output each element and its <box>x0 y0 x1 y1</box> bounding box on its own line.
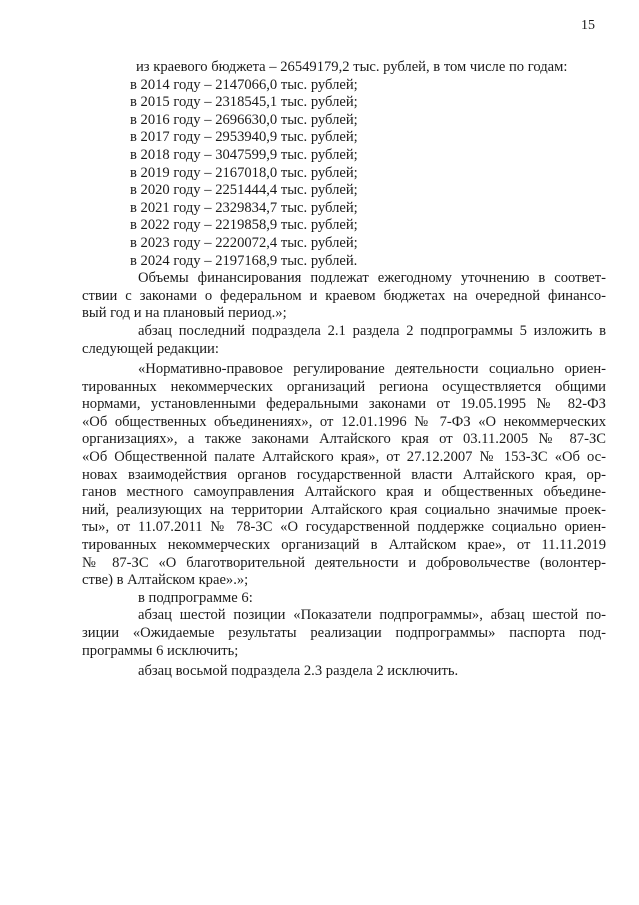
text-line: «Об Общественной палате Алтайского края», от 27.12.2007 № 153-ЗС «Об ос- <box>82 449 606 466</box>
text-line: абзац последний подраздела 2.1 раздела 2 подпрограммы 5 изложить в <box>138 322 606 339</box>
text-line: ганов местного самоуправления Алтайского края и общественных объедине- <box>82 484 606 501</box>
text-line: абзац шестой позиции «Показатели подпрограммы», абзац шестой по- <box>138 607 606 624</box>
text-line: новах взаимодействия органов государственной власти Алтайского края, ор- <box>82 466 606 483</box>
text-line: в 2017 году – 2953940,9 тыс. рублей; <box>130 129 358 146</box>
text-line: в 2015 году – 2318545,1 тыс. рублей; <box>130 94 358 111</box>
text-line: в 2016 году – 2696630,0 тыс. рублей; <box>130 111 358 128</box>
text-line: вый год и на плановый период.»; <box>82 305 287 322</box>
text-line: в 2020 году – 2251444,4 тыс. рублей; <box>130 182 358 199</box>
text-line: № 87-ЗС «О благотворительной деятельности и добровольчестве (волонтер- <box>82 554 606 571</box>
text-line: зиции «Ожидаемые результаты реализации подпрограммы» паспорта под- <box>82 625 606 641</box>
text-line: «Об общественных объединениях», от 12.01.1996 № 7-ФЗ «О некоммерческих <box>82 413 606 430</box>
text-line: следующей редакции: <box>82 340 219 357</box>
text-line: стве) в Алтайском крае».»; <box>82 572 249 589</box>
text-line: нормами, установленными федеральными законами от 19.05.1995 № 82-ФЗ <box>82 396 606 413</box>
document-body <box>82 59 606 681</box>
text-line: в 2023 году – 2220072,4 тыс. рублей; <box>130 234 358 251</box>
text-line: в подпрограмме 6: <box>138 589 253 606</box>
text-line: в 2024 году – 2197168,9 тыс. рублей. <box>130 252 358 269</box>
text-line: программы 6 исключить; <box>82 642 239 659</box>
text-line: абзац восьмой подраздела 2.3 раздела 2 исключить. <box>138 663 459 680</box>
text-line: ствии с законами о федеральном и краевом бюджетах на очередной финансо- <box>82 287 606 304</box>
text-line: в 2018 году – 3047599,9 тыс. рублей; <box>130 146 358 163</box>
text-line: тированных некоммерческих организаций в Алтайском крае», от 11.11.2019 <box>82 537 606 554</box>
text-line: «Нормативно-правовое регулирование деятельности социально ориен- <box>138 361 606 378</box>
text-line: в 2014 году – 2147066,0 тыс. рублей; <box>130 76 358 93</box>
text-line: из краевого бюджета – 26549179,2 тыс. рублей, в том числе по годам: <box>136 59 568 75</box>
page-number: 15 <box>581 18 595 33</box>
text-line: ты», от 11.07.2011 № 78-ЗС «О государственной поддержке социально ориен- <box>82 519 606 536</box>
text-line: ний, реализующих на территории Алтайского края социально значимые проек- <box>82 501 606 518</box>
text-line: в 2019 году – 2167018,0 тыс. рублей; <box>130 164 358 181</box>
text-line: в 2022 году – 2219858,9 тыс. рублей; <box>130 217 358 234</box>
text-line: в 2021 году – 2329834,7 тыс. рублей; <box>130 199 358 216</box>
text-line: Объемы финансирования подлежат ежегодному уточнению в соответ- <box>138 270 606 287</box>
text-line: организациях», а также законами Алтайского края от 03.11.2005 № 87-ЗС <box>82 431 606 448</box>
text-line: тированных некоммерческих организаций региона осуществляется общими <box>82 378 606 395</box>
